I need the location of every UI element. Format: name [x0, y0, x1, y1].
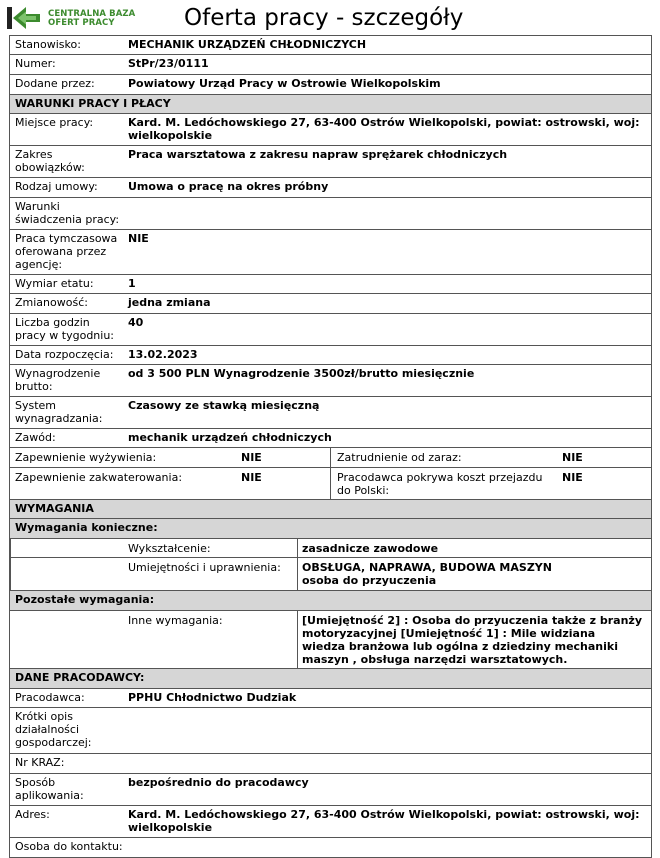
description-label: Krótki opis działalności gospodarczej: [15, 710, 92, 749]
row-hours [10, 314, 651, 346]
added-by-label: Dodane przez: [15, 77, 95, 90]
logo-line-2: OFERT PRACY [48, 18, 115, 28]
logo-line-1: CENTRALNA BAZA [48, 9, 136, 19]
number-value: StPr/23/0111 [128, 57, 209, 70]
row-start-date [10, 346, 651, 365]
food-label: Zapewnienie wyżywienia: [15, 451, 157, 464]
row-housing-travel [10, 468, 651, 500]
section-requirements: WYMAGANIA [10, 500, 651, 519]
section-employer: DANE PRACODAWCY: [10, 669, 651, 689]
section-mandatory: Wymagania konieczne: [10, 519, 651, 539]
row-place [10, 114, 651, 146]
row-temp-work [10, 230, 651, 275]
education-label: Wykształcenie: [128, 542, 211, 555]
row-address [10, 806, 651, 838]
row-pay-system [10, 397, 651, 429]
page-title: Oferta pracy - szczegóły [184, 5, 464, 31]
occupation-label: Zawód: [15, 431, 56, 444]
row-kraz [10, 754, 651, 774]
employer-name-label: Pracodawca: [15, 691, 85, 704]
position-value: MECHANIK URZĄDZEŃ CHŁODNICZYCH [128, 38, 367, 51]
contact-label: Osoba do kontaktu: [15, 840, 123, 853]
row-added-by [10, 75, 651, 95]
fte-label: Wymiar etatu: [15, 277, 94, 290]
duties-value: Praca warsztatowa z zakresu napraw sprężarek chłodniczych [128, 148, 508, 161]
work-conditions-label: Warunki świadczenia pracy: [15, 200, 120, 226]
row-fte [10, 275, 651, 294]
address-value: Kard. M. Ledóchowskiego 27, 63-400 Ostrów Wielkopolski, powiat: ostrowski, woj: wielkopolskie [128, 808, 640, 834]
employer-name-value: PPHU Chłodnictwo Dudziak [128, 691, 297, 704]
immediate-label: Zatrudnienie od zaraz: [337, 451, 462, 464]
row-description [10, 708, 651, 754]
page-header [0, 0, 660, 36]
row-work-conditions [10, 198, 651, 230]
shifts-label: Zmianowość: [15, 296, 88, 309]
number-label: Numer: [15, 57, 56, 70]
apply-label: Sposób aplikowania: [15, 776, 84, 802]
travel-value: NIE [562, 471, 583, 484]
contact-value [128, 840, 651, 853]
row-apply [10, 774, 651, 806]
food-value: NIE [241, 451, 262, 464]
start-date-value: 13.02.2023 [128, 348, 198, 361]
logo-arrow-icon [6, 4, 46, 32]
kraz-value [128, 756, 651, 769]
hours-label: Liczba godzin pracy w tygodniu: [15, 316, 115, 342]
temp-work-value: NIE [128, 232, 149, 245]
work-conditions-value [128, 200, 651, 213]
skills-value-line-2: osoba do przyuczenia [302, 574, 437, 587]
salary-value: od 3 500 PLN Wynagrodzenie 3500zł/brutto miesięcznie [128, 367, 475, 380]
place-label: Miejsce pracy: [15, 116, 94, 129]
row-employer-name [10, 689, 651, 708]
address-label: Adres: [15, 808, 50, 821]
skills-value-line-1: OBSŁUGA, NAPRAWA, BUDOWA MASZYN [302, 561, 552, 574]
fte-value: 1 [128, 277, 136, 290]
row-number [10, 55, 651, 75]
position-label: Stanowisko: [15, 38, 81, 51]
occupation-value: mechanik urządzeń chłodniczych [128, 431, 332, 444]
apply-value: bezpośrednio do pracodawcy [128, 776, 309, 789]
added-by-value: Powiatowy Urząd Pracy w Ostrowie Wielkopolskim [128, 77, 441, 90]
row-salary [10, 365, 651, 397]
contract-label: Rodzaj umowy: [15, 180, 98, 193]
other-requirements-block [10, 611, 651, 669]
housing-label: Zapewnienie zakwaterowania: [15, 471, 183, 484]
education-value: zasadnicze zawodowe [302, 542, 439, 555]
other-value: [Umiejętność 2] : Osoba do przyuczenia także z branży motoryzacyjnej [Umiejętność 1] : Mile widziana wiedza branżowa lub ogólna z dziedziny mechaniki maszyn , obsługa narzędzi warsztatowych. [302, 614, 642, 666]
mandatory-requirements-block [10, 539, 651, 591]
shifts-value: jedna zmiana [128, 296, 211, 309]
place-value: Kard. M. Ledóchowskiego 27, 63-400 Ostrów Wielkopolski, powiat: ostrowski, woj: wielkopolskie [128, 116, 640, 142]
other-label: Inne wymagania: [128, 614, 223, 627]
start-date-label: Data rozpoczęcia: [15, 348, 114, 361]
temp-work-label: Praca tymczasowa oferowana przez agencję: [15, 232, 118, 271]
section-conditions: WARUNKI PRACY I PŁACY [10, 95, 651, 114]
cbop-logo [6, 4, 146, 32]
row-duties [10, 146, 651, 178]
pay-system-value: Czasowy ze stawką miesięczną [128, 399, 320, 412]
offer-details-table [9, 35, 652, 858]
travel-label: Pracodawca pokrywa koszt przejazdu do Polski: [337, 471, 543, 497]
duties-label: Zakres obowiązków: [15, 148, 85, 174]
row-contract [10, 178, 651, 198]
row-position [10, 36, 651, 55]
kraz-label: Nr KRAZ: [15, 756, 65, 769]
hours-value: 40 [128, 316, 144, 329]
salary-label: Wynagrodzenie brutto: [15, 367, 101, 393]
description-value [128, 710, 651, 723]
section-other: Pozostałe wymagania: [10, 591, 651, 611]
pay-system-label: System wynagradzania: [15, 399, 103, 425]
contract-value: Umowa o pracę na okres próbny [128, 180, 329, 193]
row-shifts [10, 294, 651, 314]
immediate-value: NIE [562, 451, 583, 464]
skills-label: Umiejętności i uprawnienia: [128, 561, 281, 574]
row-food-immediate [10, 448, 651, 468]
row-occupation [10, 429, 651, 448]
row-contact [10, 838, 651, 858]
housing-value: NIE [241, 471, 262, 484]
